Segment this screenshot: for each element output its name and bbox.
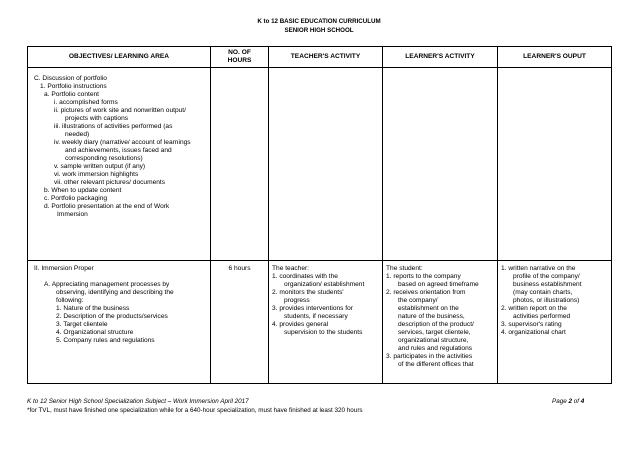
list-item: of the different offices that [398,361,474,368]
list-item: The student: [386,265,423,272]
list-item: corresponding resolutions) [65,155,143,162]
row2-learner-cell [383,261,498,384]
page-current: 2 [568,398,572,405]
list-item: iii. illustrations of activities performed (as [54,123,173,130]
list-item: organization/ establishment [284,281,365,288]
header-learner-activity: LEARNER'S ACTIVITY [383,47,498,68]
page-number [552,398,584,405]
list-item: b. When to update content [44,187,122,194]
row2-teacher-cell [269,261,383,384]
list-item: ii. pictures of work site and nonwritten output/ [54,107,186,114]
list-item: 5. Company rules and regulations [56,337,155,344]
list-item: progress [284,297,310,304]
list-item: supervision to the students [284,329,363,336]
header-learner-output: LEARNER'S OUPUT [498,47,612,68]
list-item: students, if necessary [284,313,348,320]
row2-hours-cell [211,261,269,384]
list-item: 3. provides interventions for [272,305,353,312]
list-item: 2. monitors the students' [272,289,344,296]
header-teacher-activity: TEACHER'S ACTIVITY [269,47,383,68]
list-item: 2. written report on the [501,305,567,312]
row1-teacher-cell [269,68,383,261]
list-item: II. Immersion Proper [34,265,94,272]
list-item: (may contain charts, [513,289,573,296]
list-item: and achievements, issues faced and [65,147,172,154]
list-item: vi. work immersion highlights [54,171,139,178]
list-item: i. accomplished forms [54,99,118,106]
list-item: v. sample written output (if any) [54,163,146,170]
list-item: 3. participates in the activities [386,353,473,360]
list-item: establishment on the [398,305,459,312]
list-item: nature of the business, [398,313,465,320]
page-total: 4 [580,398,585,405]
list-item: 4. Organizational structure [56,329,134,336]
list-item: 4. provides general [272,321,329,328]
list-item: organizational structure, [398,337,469,344]
header-hours-line2: HOURS [227,57,252,64]
list-item: photos, or illustrations) [513,297,580,304]
footer-subject: K to 12 Senior High School Specialization Subject – Work Immersion April 2017 [27,398,249,405]
list-item: 2. receives orientation from [386,289,466,296]
curriculum-table [27,46,612,384]
header-hours [211,47,269,68]
row1-output-cell [498,68,612,261]
list-item: services, target clientele, [398,329,471,336]
footer-note: *for TVL, must have finished one specialization while for a 640-hour specialization, must have finished at least 320 hours [27,407,363,414]
list-item: Immersion [57,211,88,218]
table-header-row [28,47,612,68]
table-row [28,261,612,384]
list-item: 4. organizational chart [501,329,566,336]
list-item: a. Portfolio content [44,91,99,98]
list-item: 3. supervisor's rating [501,321,562,328]
list-item: The teacher: [272,265,310,272]
list-item: profile of the company/ [513,273,580,280]
list-item: 1. reports to the company [386,273,461,280]
list-item: 1. Nature of the business [56,305,130,312]
list-item: projects with captions [65,115,129,122]
header-objectives: OBJECTIVES/ LEARNING AREA [28,47,211,68]
list-item: A. Appreciating management processes by [44,281,170,288]
list-item: business establishment [513,281,582,288]
document-header [0,18,638,35]
list-item: activities performed [513,313,571,320]
hours-value: 6 hours [228,265,251,272]
list-item: vii. other relevant pictures/ documents [54,179,166,186]
curriculum-title: K to 12 BASIC EDUCATION CURRICULUM [257,18,381,25]
list-item: 1. coordinates with the [272,273,338,280]
school-level-title: SENIOR HIGH SCHOOL [284,26,354,34]
list-item: following: [56,297,84,304]
list-item: and rules and regulations [398,345,473,352]
list-item: 1. Portfolio instructions [40,83,107,90]
row2-objectives-cell [28,261,211,384]
list-item: c. Portfolio packaging [44,195,108,202]
list-item: observing, identifying and describing the [56,289,174,296]
page-prefix: Page [552,398,569,405]
page-of: of [571,398,581,405]
list-item: description of the product/ [398,321,474,328]
table-row [28,68,612,261]
row1-objectives-cell [28,68,211,261]
list-item: iv. weekly diary (narrative/ account of learnings [54,139,191,146]
list-item: 2. Description of the products/services [56,313,168,320]
row1-hours-cell [211,68,269,261]
list-item: the company/ [398,297,438,304]
row2-output-cell [498,261,612,384]
list-item: C. Discussion of portfolio [34,75,107,82]
row1-learner-cell [383,68,498,261]
list-item: 3. Target clientele [56,321,108,328]
list-item: 1. written narrative on the [501,265,576,272]
list-item: d. Portfolio presentation at the end of Work [44,203,170,210]
header-hours-line1: NO. OF [228,49,251,56]
list-item: based on agreed timeframe [398,281,479,288]
list-item: needed) [65,131,90,138]
